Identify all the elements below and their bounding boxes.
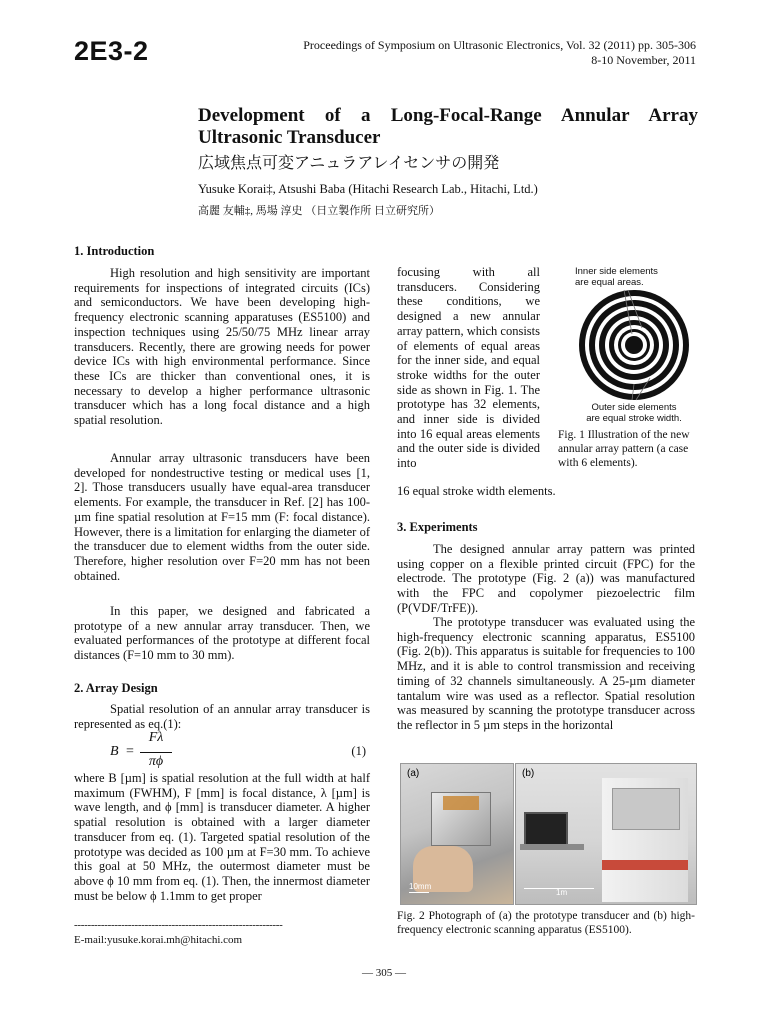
- equation-denominator: πϕ: [148, 754, 164, 769]
- fig1-label-outer: [572, 402, 696, 424]
- intro-paragraph-1: High resolution and high sensitivity are important requirements for inspections of integrated circuits (ICs) and semiconductors. We have been developing high-frequency electronic scanning apparatuses (ES5100) and inspection techniques using 25/50/75 MHz linear array transducers. Recently, there are growing needs for power device ICs with high environmental performance. Since these ICs are thicker than conventional ones, it is necessary to develop a higher performance ultrasonic transducer which has a long focal distance and a high spatial resolution.: [74, 266, 370, 428]
- title-line-1: Development of a Long-Focal-Range Annular Array: [198, 105, 698, 126]
- fig1-annular-pattern-diagram: [572, 288, 696, 402]
- transducer-fpc: [443, 796, 479, 810]
- title-japanese: 広域焦点可変アニュラアレイセンサの開発: [198, 155, 500, 172]
- proceedings-line: Proceedings of Symposium on Ultrasonic Electronics, Vol. 32 (2011) pp. 305-306: [303, 38, 696, 52]
- equation-1: B = Fλ πϕ (1): [110, 730, 366, 769]
- experiments-paragraph-2: The prototype transducer was evaluated using the high-frequency electronic scanning apparatus, ES5100 (Fig. 2(b)). This apparatus is suitable for frequencies to 100 MHz, and it is able to control transmission and receiving timing of 32 channels simultaneously. A 25-µm diameter tantalum wire was used as a reflector. Spatial resolution was measured by scanning the prototype transducer across the reflector in 5 µm steps in the horizontal: [397, 615, 695, 732]
- fig1-label-inner-line-1: Inner side elements: [575, 266, 658, 277]
- fig1-caption: Fig. 1 Illustration of the new annular array pattern (a case with 6 elements).: [558, 429, 690, 469]
- fig1-label-outer-line-1: Outer side elements: [591, 402, 677, 413]
- array-design-continuation: focusing with all transducers. Considering these conditions, we designed a new annular array pattern, which consists of elements of equal areas for the inner side, and equal stroke widths for the outer side as shown in Fig. 1. The prototype has 32 elements, and inner side is divided into 16 equal areas elements and the outer side is divided into: [397, 265, 541, 471]
- footnote-email: E-mail:yusuke.korai.mh@hitachi.com: [74, 934, 243, 946]
- equation-numerator: Fλ: [148, 730, 164, 745]
- fig2-caption: Fig. 2 Photograph of (a) the prototype transducer and (b) high-frequency electronic scanning apparatus (ES5100).: [397, 910, 695, 936]
- apparatus-window: [612, 788, 680, 830]
- annular-element-center: [625, 336, 643, 354]
- fig2-tag-b: (b): [522, 768, 535, 779]
- equation-lhs: B: [110, 744, 119, 759]
- array-design-continuation-end: 16 equal stroke width elements.: [397, 484, 556, 498]
- page-number: ― 305 ―: [362, 967, 406, 979]
- fig1-label-inner: [575, 266, 695, 288]
- monitor: [524, 812, 568, 846]
- scale-bar-a: [409, 892, 429, 893]
- desk: [520, 844, 584, 850]
- scale-label-a: 10mm: [409, 882, 432, 891]
- experiments-paragraph-1: The designed annular array pattern was printed using copper on a flexible printed circuit (FPC) for the electrode. The prototype (Fig. 2 (a)) was manufactured with the FPC and copolymer piezoelectric film (P(VDF/TrFE)).: [397, 542, 695, 615]
- fig2-photo-transducer: [400, 763, 514, 905]
- paper-id: 2E3-2: [74, 36, 149, 66]
- section-heading-experiments: 3. Experiments: [397, 520, 478, 534]
- fig2-tag-a: (a): [407, 768, 420, 779]
- fig1-label-inner-line-2: are equal areas.: [575, 277, 644, 288]
- apparatus-stripe: [602, 860, 688, 870]
- array-design-paragraph-2: where B [µm] is spatial resolution at the full width at half maximum (FWHM), F [mm] is focal distance, λ [µm] is wave length, and ϕ [mm] is transducer diameter. A higher spatial resolution is obtained with a larger diameter transducer from eq. (1). Targeted spatial resolution of the prototype was decided as 100 µm at F=30 mm. To achieve this goal at 50 MHz, the outermost diameter must be above ϕ 10 mm from eq. (1). Then, the innermost diameter must be below ϕ 1.1mm to get proper: [74, 771, 370, 903]
- array-design-paragraph-1: Spatial resolution of an annular array transducer is represented as eq.(1):: [74, 702, 370, 731]
- equation-label: (1): [351, 744, 366, 758]
- intro-paragraph-2: Annular array ultrasonic transducers have been developed for nondestructive testing or medical uses [1, 2]. Those transducers usually have equal-area transducer elements. For example, the transducer in Ref. [2] has 100-µm fine spatial resolution at F=15 mm (F: focal distance). However, there is a limitation for enlarging the diameter of the transducer due to element widths from the outer side. Therefore, higher resolution over F=20 mm has not been obtained.: [74, 451, 370, 583]
- authors-english: Yusuke Korai‡, Atsushi Baba (Hitachi Research Lab., Hitachi, Ltd.): [198, 182, 538, 196]
- intro-paragraph-3: In this paper, we designed and fabricated a prototype of a new annular array transducer. Then, we evaluated performances of the prototype at different focal distances (F=10 mm to 30 mm).: [74, 604, 370, 663]
- authors-japanese: 高麗 友輔‡, 馬場 淳史 （日立製作所 日立研究所）: [198, 205, 440, 217]
- date-line: 8-10 November, 2011: [591, 53, 696, 67]
- section-heading-introduction: 1. Introduction: [74, 244, 155, 258]
- fig1-label-outer-line-2: are equal stroke width.: [586, 413, 682, 424]
- scale-label-b: 1m: [556, 888, 568, 897]
- fig2-photo-apparatus: [515, 763, 697, 905]
- section-heading-array-design: 2. Array Design: [74, 681, 158, 695]
- footnote-rule: --------------------------------------------------------------: [74, 919, 283, 931]
- title-line-2: Ultrasonic Transducer: [198, 127, 381, 148]
